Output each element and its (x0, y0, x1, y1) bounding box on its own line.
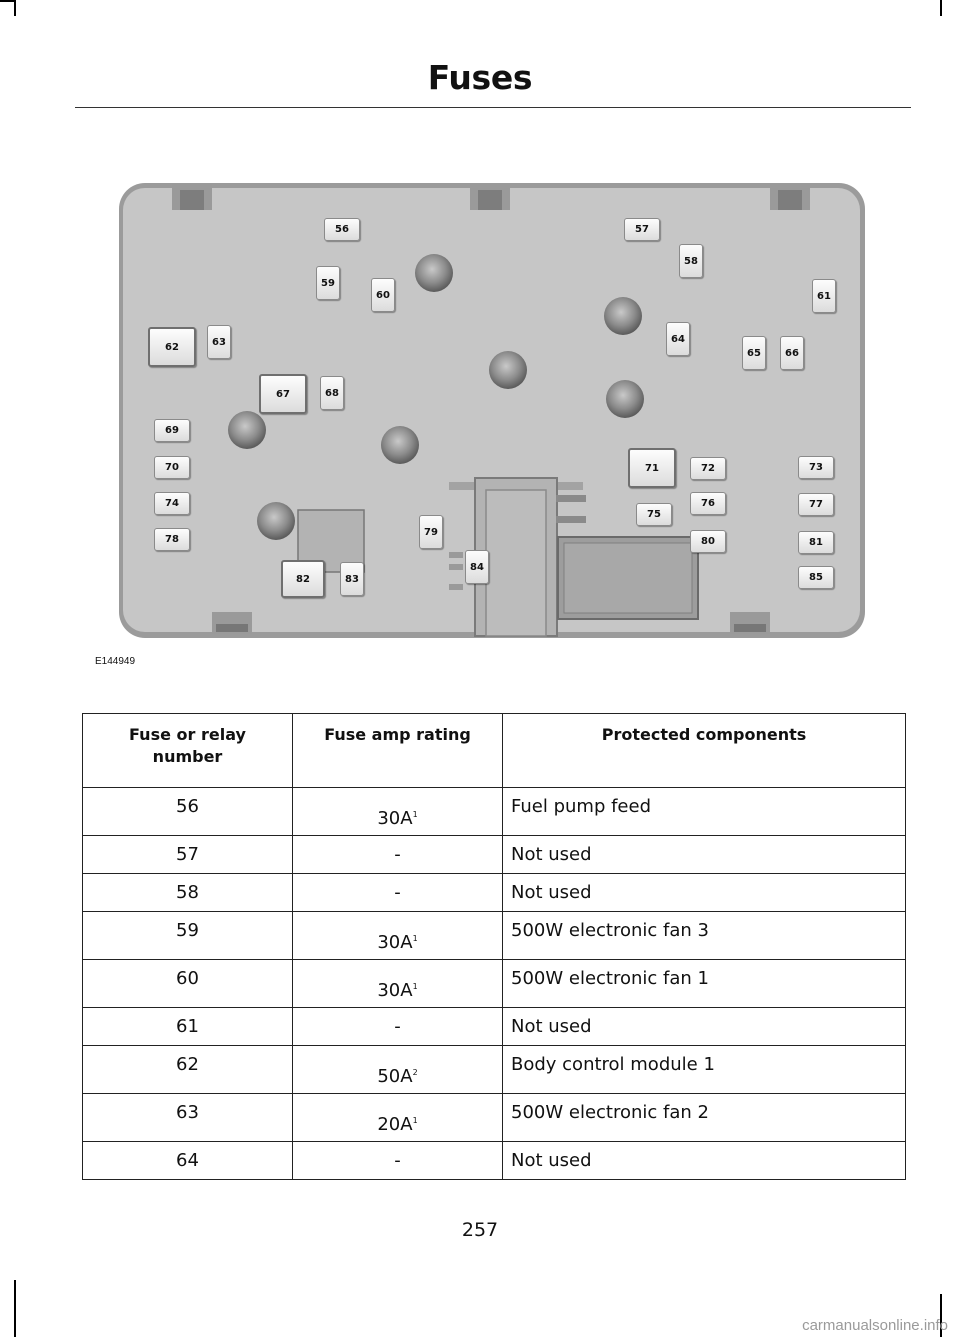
fuse-75: 75 (636, 503, 672, 526)
fuse-72: 72 (690, 457, 726, 480)
fuse-56: 56 (324, 218, 360, 241)
table-row (83, 1008, 906, 1046)
amp-rating-wrap (377, 1114, 417, 1135)
fuse-59: 59 (316, 266, 340, 300)
diagram-code: E144949 (95, 656, 136, 667)
footnote-marker: 1 (412, 934, 418, 943)
protected-component-cell: Not used (503, 874, 906, 912)
fuse-number-cell: 64 (83, 1142, 293, 1180)
crop-mark (0, 0, 14, 2)
fuse-number-cell: 56 (83, 788, 293, 836)
page-number: 257 (461, 1219, 499, 1241)
fuse-77: 77 (798, 493, 834, 516)
fuse-83: 83 (340, 562, 364, 596)
fuse-78: 78 (154, 528, 190, 551)
table-row (83, 874, 906, 912)
fuse-66: 66 (780, 336, 804, 370)
protected-component-cell: 500W electronic fan 3 (503, 912, 906, 960)
amp-rating-wrap (377, 1066, 417, 1087)
fuse-71: 71 (628, 448, 676, 488)
fuse-box-outline (118, 180, 866, 640)
amp-rating-value: 30A (377, 980, 413, 1001)
fuse-60: 60 (371, 278, 395, 312)
fuse-82: 82 (281, 560, 325, 598)
protected-component-cell: Not used (503, 1142, 906, 1180)
protected-component-cell: Not used (503, 836, 906, 874)
table-row (83, 1046, 906, 1094)
amp-rating-wrap (377, 932, 417, 953)
fuse-number-cell: 62 (83, 1046, 293, 1094)
crop-mark (14, 1280, 16, 1337)
footnote-marker: 1 (412, 810, 418, 819)
header-protected-components: Protected components (503, 714, 906, 788)
fuse-67: 67 (259, 374, 307, 414)
fuse-70: 70 (154, 456, 190, 479)
amp-rating-value: - (394, 1016, 401, 1037)
amp-rating-cell (293, 1008, 503, 1046)
amp-rating-cell (293, 874, 503, 912)
fuse-63: 63 (207, 325, 231, 359)
amp-rating-cell (293, 788, 503, 836)
footnote-marker: 1 (412, 982, 418, 991)
fuse-number-cell: 57 (83, 836, 293, 874)
fuse-number-cell: 59 (83, 912, 293, 960)
amp-rating-cell (293, 1046, 503, 1094)
amp-rating-wrap (377, 808, 417, 829)
fuse-number-cell: 63 (83, 1094, 293, 1142)
fuse-64: 64 (666, 322, 690, 356)
fuse-80: 80 (690, 530, 726, 553)
page-title: Fuses (427, 58, 533, 97)
amp-rating-cell (293, 912, 503, 960)
amp-rating-value: 20A (377, 1114, 413, 1135)
table-row (83, 1142, 906, 1180)
protected-component-cell: Fuel pump feed (503, 788, 906, 836)
footnote-marker: 1 (412, 1116, 418, 1125)
protected-component-cell: 500W electronic fan 2 (503, 1094, 906, 1142)
fuse-68: 68 (320, 376, 344, 410)
fuse-81: 81 (798, 531, 834, 554)
fuse-73: 73 (798, 456, 834, 479)
footnote-marker: 2 (412, 1068, 418, 1077)
fuse-number-cell: 58 (83, 874, 293, 912)
fuse-61: 61 (812, 279, 836, 313)
fuse-number-cell: 60 (83, 960, 293, 1008)
amp-rating-value: - (394, 1150, 401, 1171)
table-row (83, 788, 906, 836)
table-header-row (83, 714, 906, 788)
fuse-69: 69 (154, 419, 190, 442)
amp-rating-value: - (394, 882, 401, 903)
table-row (83, 1094, 906, 1142)
protected-component-cell: Body control module 1 (503, 1046, 906, 1094)
amp-rating-cell (293, 1094, 503, 1142)
fuse-84: 84 (465, 550, 489, 584)
header-fuse-number: Fuse or relay number (83, 714, 293, 788)
amp-rating-value: 30A (377, 808, 413, 829)
amp-rating-value: 50A (377, 1066, 413, 1087)
fuse-74: 74 (154, 492, 190, 515)
amp-rating-cell (293, 1142, 503, 1180)
amp-rating-cell (293, 960, 503, 1008)
title-rule (75, 107, 911, 108)
crop-mark (14, 0, 16, 16)
fuse-table (82, 713, 906, 1180)
table-row (83, 960, 906, 1008)
fuse-number-cell: 61 (83, 1008, 293, 1046)
fuse-79: 79 (419, 515, 443, 549)
watermark: carmanualsonline.info (802, 1317, 948, 1334)
fuse-box-diagram (118, 180, 866, 640)
fuse-65: 65 (742, 336, 766, 370)
fuse-57: 57 (624, 218, 660, 241)
fuse-58: 58 (679, 244, 703, 278)
amp-rating-cell (293, 836, 503, 874)
fuse-85: 85 (798, 566, 834, 589)
header-amp-rating: Fuse amp rating (293, 714, 503, 788)
table-row (83, 912, 906, 960)
amp-rating-value: - (394, 844, 401, 865)
crop-mark (940, 0, 942, 16)
fuse-62: 62 (148, 327, 196, 367)
amp-rating-value: 30A (377, 932, 413, 953)
amp-rating-wrap (377, 980, 417, 1001)
protected-component-cell: Not used (503, 1008, 906, 1046)
fuse-76: 76 (690, 492, 726, 515)
table-row (83, 836, 906, 874)
protected-component-cell: 500W electronic fan 1 (503, 960, 906, 1008)
